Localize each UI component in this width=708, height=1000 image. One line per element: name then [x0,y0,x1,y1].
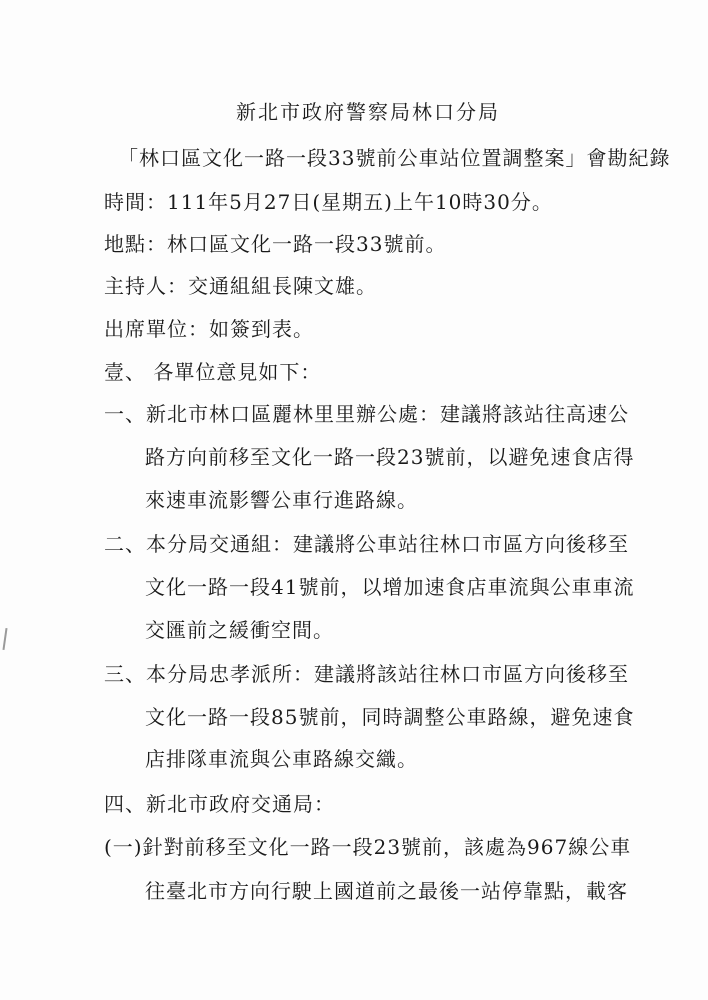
opinion-item-1-line-3: 來速車流影響公車行進路線。 [145,488,418,512]
opinion-item-2-line-2: 文化一路一段41號前，以增加速食店車流與公車車流 [145,575,635,599]
meeting-location: 地點：林口區文化一路一段33號前。 [104,232,447,256]
meeting-host: 主持人：交通組組長陳文雄。 [104,274,377,298]
opinion-subitem-1-line-1: (一)針對前移至文化一路一段23號前，該處為967線公車 [104,835,632,859]
opinion-item-2-line-1: 二、本分局交通組：建議將公車站往林口市區方向後移至 [104,532,629,556]
opinion-item-3-line-2: 文化一路一段85號前，同時調整公車路線，避免速食 [145,705,635,729]
opinion-item-1-line-1: 一、新北市林口區麗林里里辦公處：建議將該站往高速公 [104,402,629,426]
section-heading: 壹、 各單位意見如下： [104,360,322,384]
opinion-item-3-line-3: 店排隊車流與公車路線交織。 [145,747,418,771]
meeting-attendees: 出席單位：如簽到表。 [104,317,314,341]
opinion-item-3-line-1: 三、本分局忠孝派所：建議將該站往林口市區方向後移至 [104,662,629,686]
document-title: 新北市政府警察局林口分局 [236,100,500,124]
meeting-time: 時間：111年5月27日(星期五)上午10時30分。 [104,190,553,214]
opinion-item-1-line-2: 路方向前移至文化一路一段23號前，以避免速食店得 [145,445,635,469]
opinion-item-4-line-1: 四、新北市政府交通局： [104,792,335,816]
opinion-item-2-line-3: 交匯前之緩衝空間。 [145,618,334,642]
opinion-subitem-1-line-2: 往臺北市方向行駛上國道前之最後一站停靠點，載客 [145,879,628,903]
scan-artifact-mark [2,628,7,650]
document-subtitle: 「林口區文化一路一段33號前公車站位置調整案」會勘紀錄 [118,146,671,170]
